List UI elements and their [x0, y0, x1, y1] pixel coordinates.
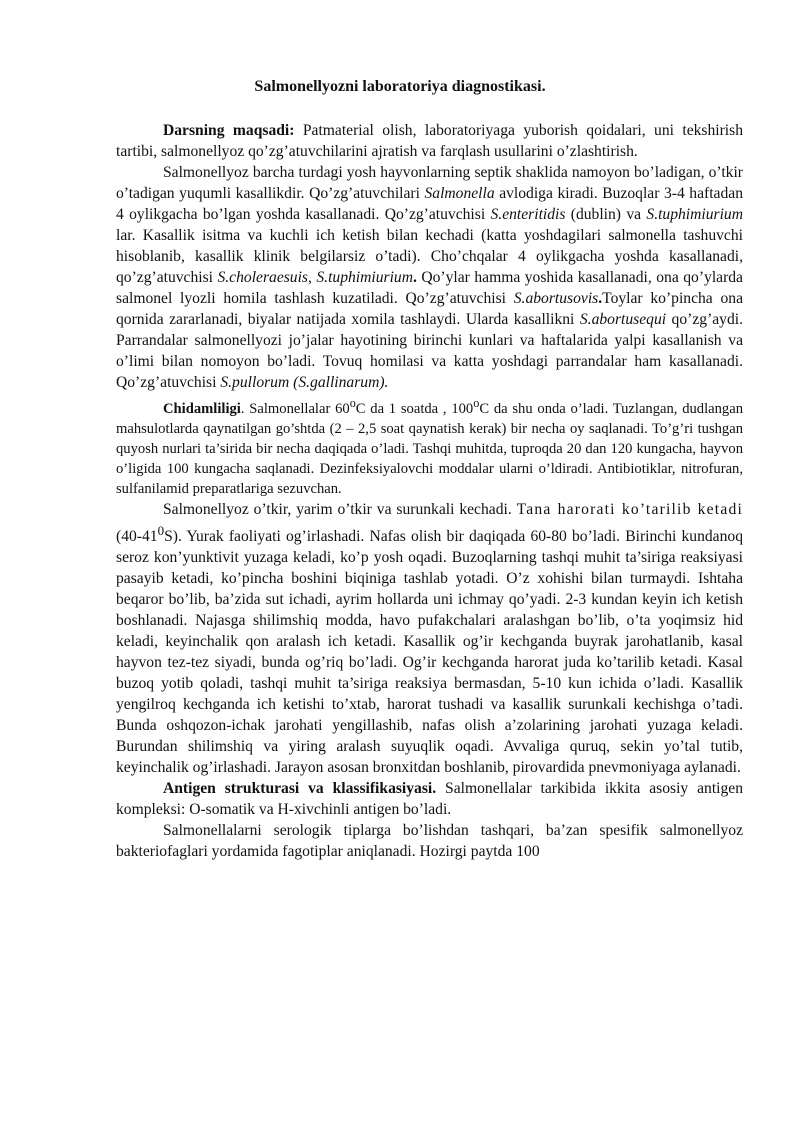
clinical-text-2: (40-41: [116, 528, 158, 546]
desc-text-4: lar. Kasallik isitma va kuchli ich ketish bilan kechadi (katta yoshdagilari salmonella tashuvchi hisoblanib, kasallik klinik belgilarsiz o’tadi). Cho’chqalar 4 oylikgacha yoshda kasallanadi, qo’zg’atuvchisi: [116, 227, 743, 286]
species-abortusequi: S.abortusequi: [579, 311, 667, 328]
bold-period-2: .: [598, 290, 603, 307]
species-abortusovis: S.abortusovis: [513, 290, 599, 307]
resistance-lead: Chidamliligi: [163, 400, 241, 417]
antigen-lead: Antigen strukturasi va klassifikasiyasi.: [163, 780, 437, 798]
species-pullorum: S.pullorum (S.gallinarum).: [220, 374, 389, 391]
resistance-text-2: C da 1 soatda , 100: [355, 400, 474, 417]
aim-text: Patmaterial olish, laboratoriyaga yuborish qoidalari, uni tekshirish tartibi, salmonellyoz qo’zg’atuvchilarini ajratish va farqlash usullarini o’zlashtirish.: [116, 122, 743, 160]
paragraph-clinical: [116, 499, 743, 778]
species-tuphimiurium: S.tuphimiurium: [646, 206, 743, 223]
document-title: Salmonellyozni laboratoriya diagnostikasi.: [254, 78, 546, 95]
clinical-text-3: S). Yurak faoliyati og’irlashadi. Nafas olish bir daqiqada 60-80 bo’ladi. Birinchi kundanoq seroz kon’yunktivit yuzaga keladi, ko’p yosh oqadi. Buzoqlarning tashqi muhit ta’siriga reaksiyasi pasayib ketadi, ko’pincha boshini biqiniga tashlab yotadi. O’z xohishi bilan turmaydi. Ishtaha beqaror bo’lib, ba’zida sut ichadi, ayrim hollarda uni ichmay qo’yadi. 2-3 kundan keyin ich ketish boshlanadi. Najasga shilimshiq modda, havo pufakchalari aralashgan bo’lib, o’ta yoqimsiz hid keladi, keyinchalik qon aralash ich ketadi. Kasallik og’ir kechganda buyrak jarohatlanib, kasal hayvon tez-tez siyadi, bunda og’riq bo’ladi. Og’ir kechganda harorat juda ko’tarilib ketadi. Kasal buzoq yotib qoladi, tashqi muhit ta’siriga reaksiya bermasdan, 5-10 kun ichida o’ladi. Kasallik yengilroq kechganda ich ketishi to’xtab, harorat tushadi va kasallik surunkali kechishga o’tadi. Bunda oshqozon-ichak jarohati yengillashib, nafas olish a’zolarining jarohati yuzaga keladi. Burundan shilimshiq va yiring aralash suyuqlik oqadi. Avvaliga quruq, sekin yo’tal tutib, keyinchalik og’irlashadi. Jarayon asosan bronxitdan boshlanib, pirovardida pnevmoniyaga aylanadi.: [116, 528, 743, 777]
desc-text-7: qo’zg’aydi. Parrandalar salmonellyozi jo’jalar hayotining birinchi kunlari va haftalarida yalpi kasallanish va o’limi bilan nomoyon bo’ladi. Tovuq homilasi va katta yoshdagi parrandalar ham kasallanadi. Qo’zg’atuvchisi: [116, 311, 744, 391]
resistance-text-3: C da shu onda o’ladi. Tuzlangan, dudlangan mahsulotlarda qaynatilgan go’shtda (2 – 2,5 soat qaynatish kerak) bir necha oy saqlanadi. To’g’ri tushgan quyosh nurlari ta’sirida bir necha daqiqada o’ladi. Tashqi muhitda, tuproqda 20 dan 120 kungacha, hayvon o’ligida 100 kungacha saqlanadi. Dezinfeksiyalovchi moddalar ularni o’ldiradi. Antibiotiklar, nitrofuran, sulfanilamid preparatlariga sezuvchan.: [116, 400, 743, 497]
clinical-text-1: Salmonellyoz o’tkir, yarim o’tkir va surunkali kechadi.: [163, 500, 517, 518]
paragraph-serology: [116, 820, 743, 862]
degree-sign-1: o: [349, 396, 356, 410]
degree-sign-3: 0: [157, 522, 165, 538]
document-body: [116, 120, 743, 862]
resistance-text-1: . Salmonellalar 60: [240, 400, 350, 417]
desc-text-5: Qo’ylar hamma yoshida kasallanadi, ona qo’ylarda salmonel lyozli homila tashlash kuzatiladi. Qo’zg’atuvchisi: [116, 269, 743, 307]
species-enteritidis: S.enteritidis: [490, 206, 566, 223]
bold-period-1: .: [412, 269, 417, 286]
desc-text-1: Salmonellyoz barcha turdagi yosh hayvonlarning septik shaklida namoyon bo’ladigan, o’tkir o’tadigan yuqumli kasallikdir. Qo’zg’atuvchilari: [116, 164, 743, 202]
desc-text-3: (dublin) va: [565, 206, 647, 223]
desc-text-6: Toylar ko’pincha ona qornida zararlanadi, biyalar natijada xomila tashlaydi. Ularda kasallikni: [116, 290, 743, 328]
paragraph-description: [116, 162, 743, 393]
antigen-text: Salmonellalar tarkibida ikkita asosiy antigen kompleksi: O-somatik va H-xivchinli antigen bo’ladi.: [116, 780, 743, 819]
spaced-phrase: Tana harorati ko’tarilib ketadi: [516, 500, 743, 518]
species-choleraesuis: S.choleraesuis, S.tuphimiurium: [217, 269, 413, 286]
degree-sign-2: o: [473, 396, 480, 410]
aim-lead: Darsning maqsadi:: [163, 122, 295, 139]
paragraph-resistance: [116, 393, 743, 499]
paragraph-aim: [116, 120, 743, 162]
serology-text: Salmonellalarni serologik tiplarga bo’lishdan tashqari, ba’zan spesifik salmonellyoz bakteriofaglari yordamida fagotiplar aniqlanadi. Hozirgi paytda 100: [116, 822, 743, 861]
paragraph-antigen: [116, 778, 743, 820]
genus-name: Salmonella: [424, 185, 495, 202]
desc-text-2: avlodiga kiradi. Buzoqlar 3-4 haftadan 4 oylikgacha bo’lgan yoshda kasallanadi. Qo’zg’atuvchisi: [116, 185, 743, 223]
